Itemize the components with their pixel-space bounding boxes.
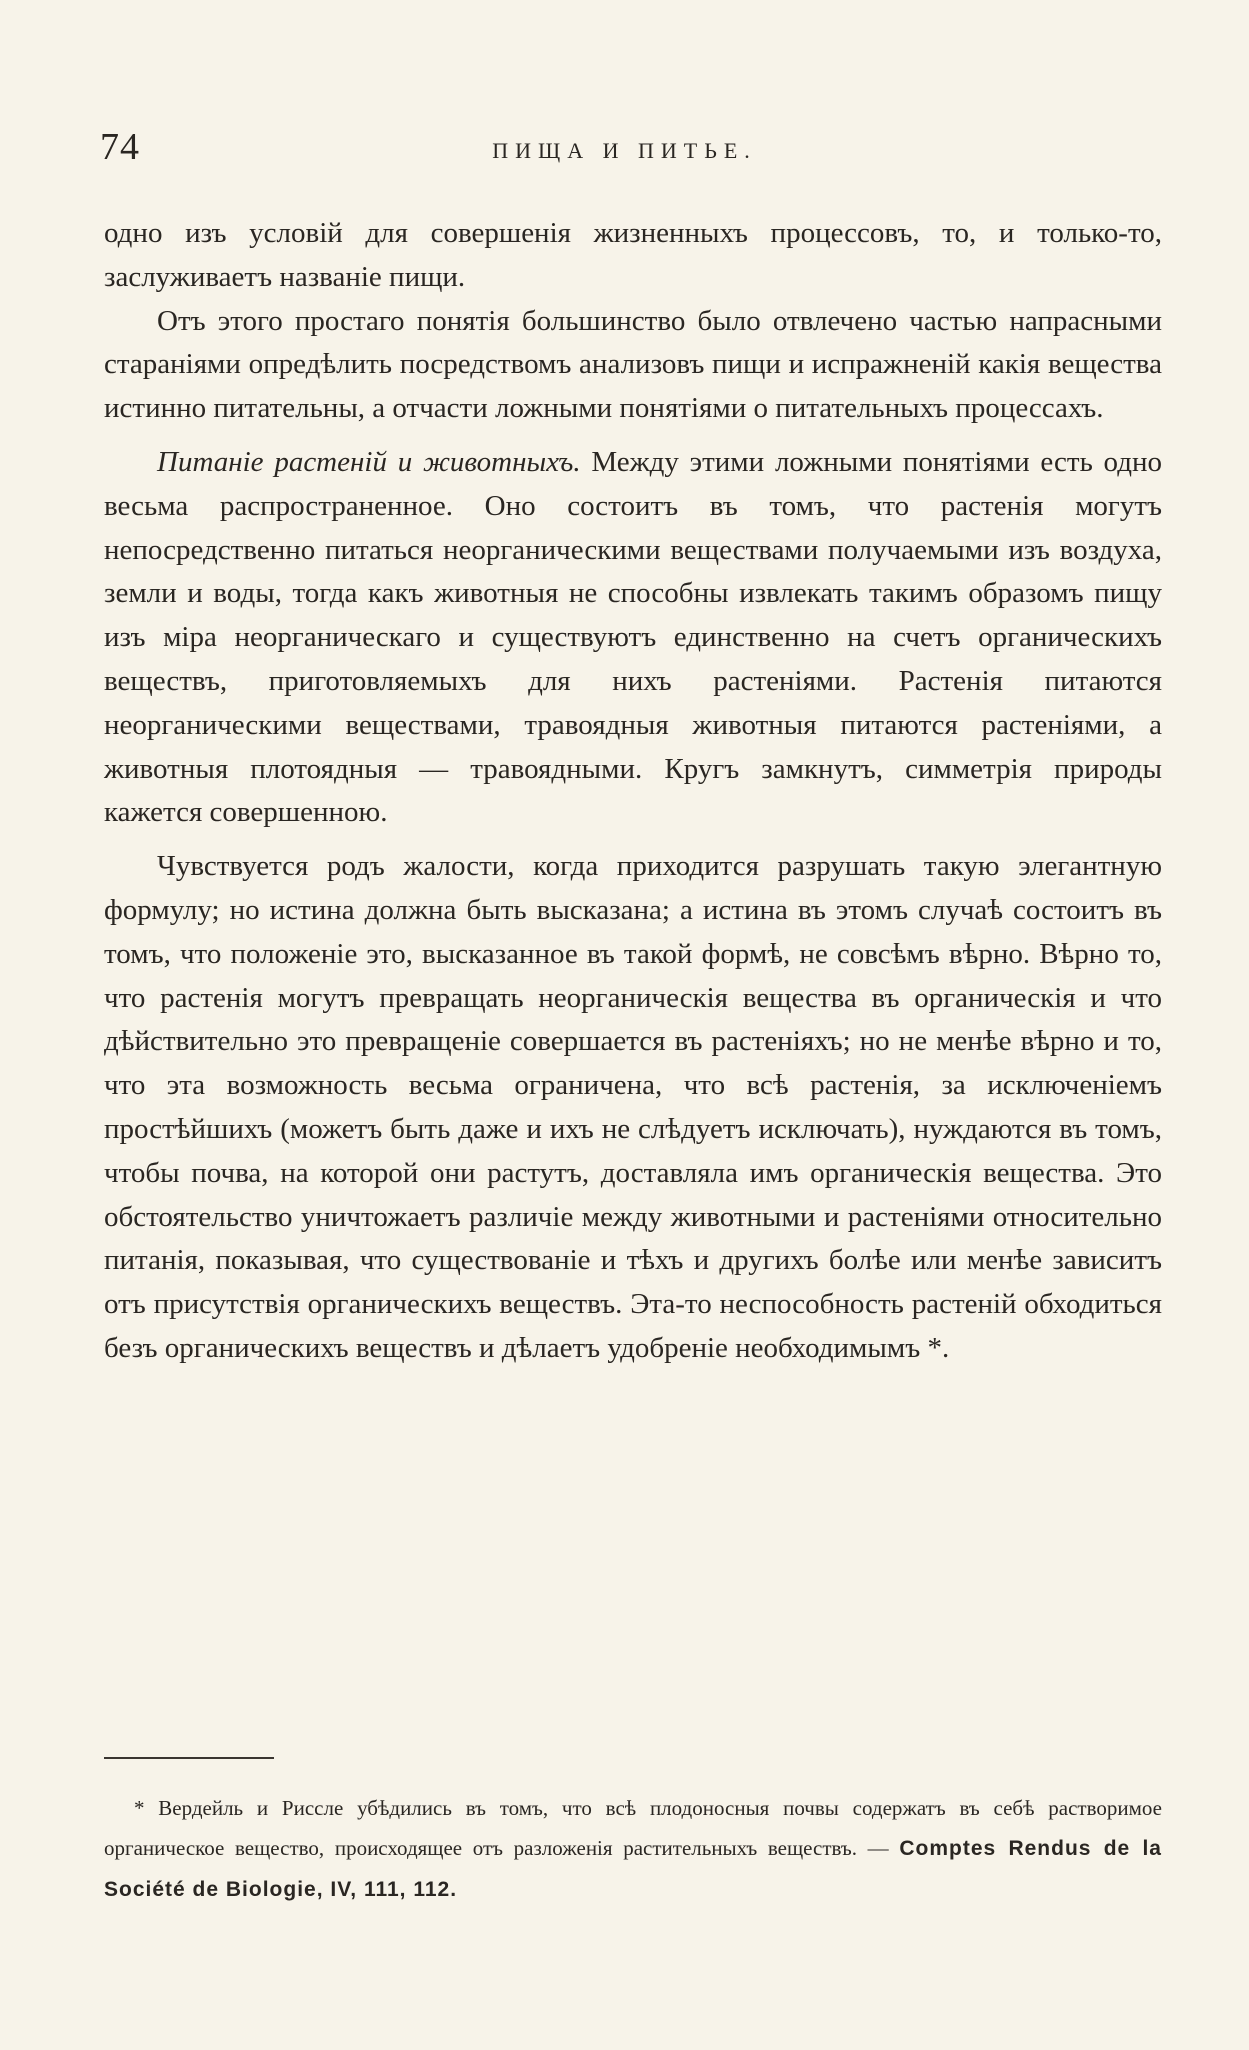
footnote [104,1788,1162,1910]
running-head: ПИЩА И ПИТЬЕ. [492,138,757,163]
paragraph-3 [104,441,1162,835]
paragraph-1: одно изъ условій для совершенія жизненныхъ процессовъ, то, и только-то, заслуживаетъ названіе пищи. [104,217,1162,293]
footnote-text: * Вердейль и Риссле убѣдились въ томъ, что всѣ плодоносныя почвы содержатъ въ себѣ растворимое органическое вещество, происходящее отъ разложенія растительныхъ веществъ. — [104,1796,1162,1860]
side-heading: Питаніе растеній и животныхъ. [157,445,581,478]
footnote-rule [104,1757,274,1759]
paragraph-4: Чувствуется родъ жалости, когда приходится разрушать такую элегантную формулу; но истина должна быть высказана; а истина въ этомъ случаѣ состоитъ въ томъ, что положеніе это, высказанное въ такой формѣ, не совсѣмъ вѣрно. Вѣрно то, что растенія могутъ превращать неорганическія вещества въ органическія и что дѣйствительно это превращеніе совершается въ растеніяхъ; но не менѣе вѣрно и то, что эта возможность весьма ограничена, что всѣ растенія, за исключеніемъ простѣйшихъ (можетъ быть даже и ихъ не слѣдуетъ исключать), нуждаются въ томъ, чтобы почва, на которой они растутъ, доставляла имъ органическія вещества. Это обстоятельство уничтожаетъ различіе между животными и растеніями относительно питанія, показывая, что существованіе и тѣхъ и другихъ болѣе или менѣе зависитъ отъ присутствія органическихъ веществъ. Эта-то неспособность растеній обходиться безъ органическихъ веществъ и дѣлаетъ удобреніе необходимымъ *. [104,850,1162,1364]
footnote-source: Comptes Rendus de la Société de Biologie, IV, 111, 112. [104,1837,1162,1901]
paragraph-3-text: Между этими ложными понятіями есть одно весьма распространенное. Оно состоитъ въ томъ, что растенія могутъ непосредственно питаться неорганическими веществами получаемыми изъ воздуха, земли и воды, тогда какъ животныя не способны извлекать такимъ образомъ пищу изъ міра неорганическаго и существуютъ единственно на счетъ органическихъ веществъ, приготовляемыхъ для нихъ растеніями. Растенія питаются неорганическими веществами, травоядныя животныя питаются растеніями, а животныя плотоядныя — травоядными. Кругъ замкнутъ, симметрія природы кажется совершенною. [104,445,1162,829]
paragraph-2: Отъ этого простаго понятія большинство было отвлечено частью напрасными стараніями опредѣлить посредствомъ анализовъ пищи и испражненій какія вещества истинно питательны, а отчасти ложными понятіями о питательныхъ процессахъ. [104,304,1162,425]
body-text [104,212,1162,1371]
page-number: 74 [100,126,140,168]
